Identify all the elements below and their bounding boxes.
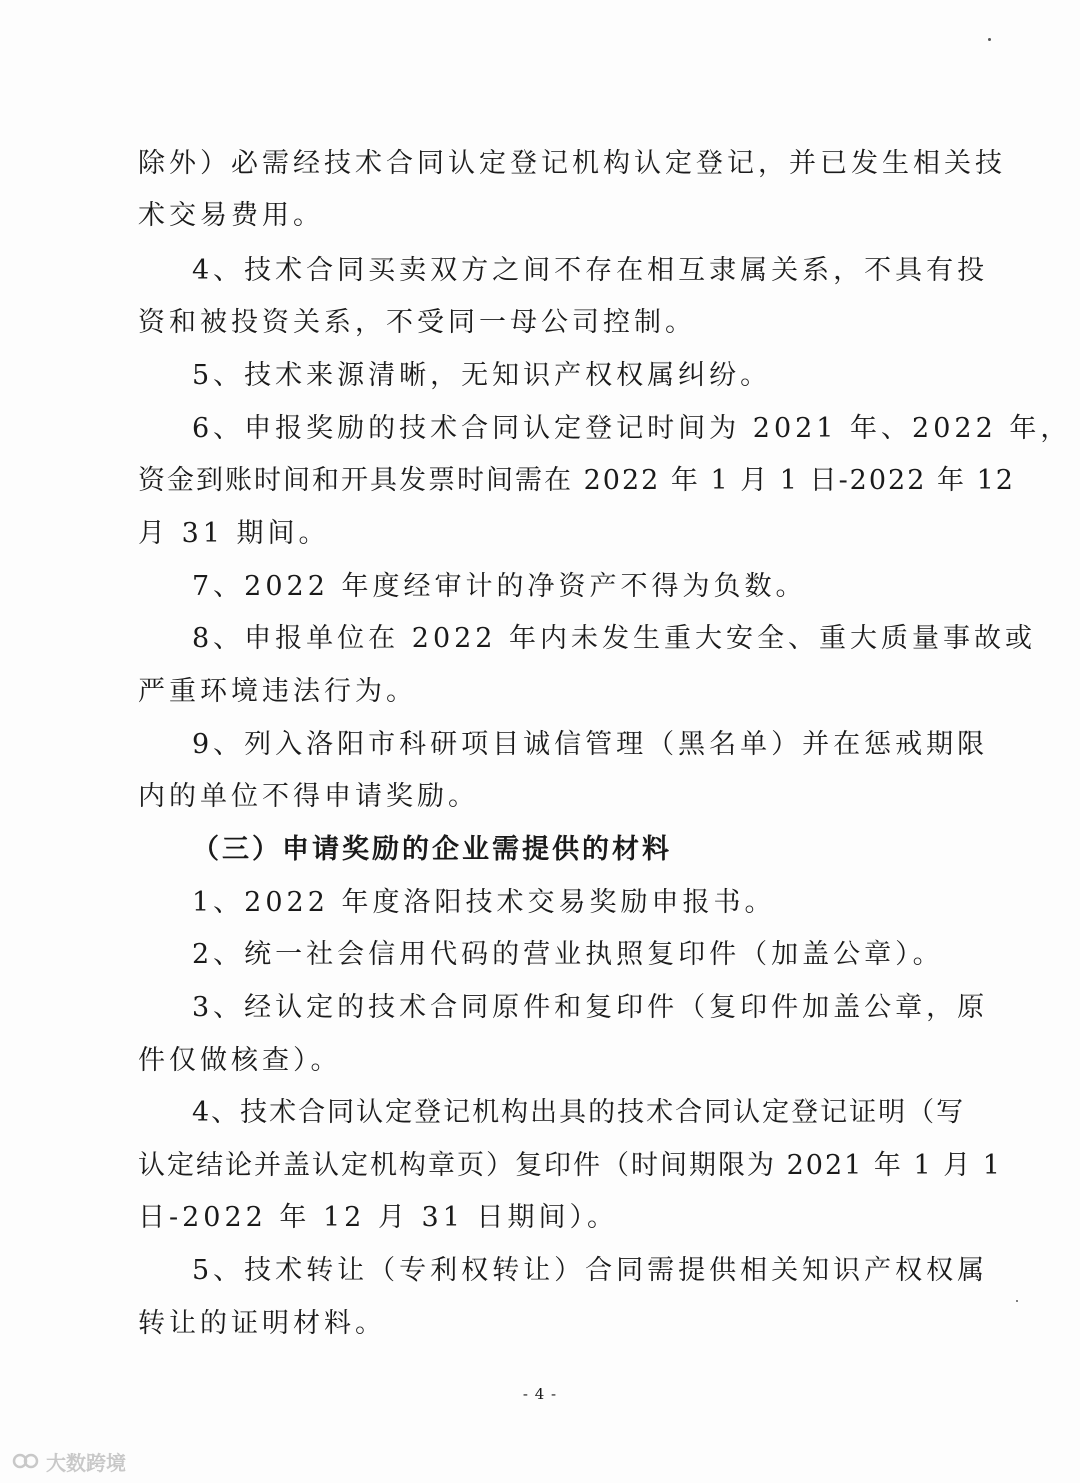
text-line: 5、技术来源清晰，无知识产权权属纠纷。 xyxy=(192,360,772,391)
scan-speck xyxy=(988,38,991,41)
watermark xyxy=(12,1446,126,1476)
text-line: 件仅做核查）。 xyxy=(138,1045,342,1076)
page-number: - 4 - xyxy=(522,1385,558,1403)
text-line: 除外）必需经技术合同认定登记机构认定登记，并已发生相关技 xyxy=(138,148,1006,179)
text-line: 月 31 期间。 xyxy=(138,518,330,549)
text-line: 1、2022 年度洛阳技术交易奖励申报书。 xyxy=(192,887,776,918)
text-line: 7、2022 年度经审计的净资产不得为负数。 xyxy=(192,571,807,602)
text-line: 转让的证明材料。 xyxy=(138,1308,386,1339)
text-line: 4、技术合同认定登记机构出具的技术合同认定登记证明（写 xyxy=(192,1097,966,1128)
text-line: 严重环境违法行为。 xyxy=(138,676,417,707)
text-line: 认定结论并盖认定机构章页）复印件（时间期限为 2021 年 1 月 1 xyxy=(138,1150,1002,1181)
text-line: 2、统一社会信用代码的营业执照复印件（加盖公章）。 xyxy=(192,939,944,970)
text-line: 9、列入洛阳市科研项目诚信管理（黑名单）并在惩戒期限 xyxy=(192,729,989,760)
section-heading: （三）申请奖励的企业需提供的材料 xyxy=(192,834,672,865)
watermark-logo-icon xyxy=(12,1450,40,1472)
text-line: 日-2022 年 12 月 31 日期间）。 xyxy=(138,1202,618,1233)
watermark-text: 大数跨境 xyxy=(46,1450,126,1475)
text-line: 8、申报单位在 2022 年内未发生重大安全、重大质量事故或 xyxy=(192,623,1037,654)
text-line: 6、申报奖励的技术合同认定登记时间为 2021 年、2022 年， xyxy=(192,413,1072,444)
text-line: 5、技术转让（专利权转让）合同需提供相关知识产权权属 xyxy=(192,1255,989,1286)
text-line: 资金到账时间和开具发票时间需在 2022 年 1 月 1 日-2022 年 12 xyxy=(138,465,1015,496)
text-line: 术交易费用。 xyxy=(138,200,324,231)
text-line: 4、技术合同买卖双方之间不存在相互隶属关系，不具有投 xyxy=(192,255,989,286)
text-line: 3、经认定的技术合同原件和复印件（复印件加盖公章，原 xyxy=(192,992,989,1023)
text-line: 内的单位不得申请奖励。 xyxy=(138,781,479,812)
text-line: 资和被投资关系，不受同一母公司控制。 xyxy=(138,307,696,338)
scan-speck xyxy=(1016,1300,1018,1302)
